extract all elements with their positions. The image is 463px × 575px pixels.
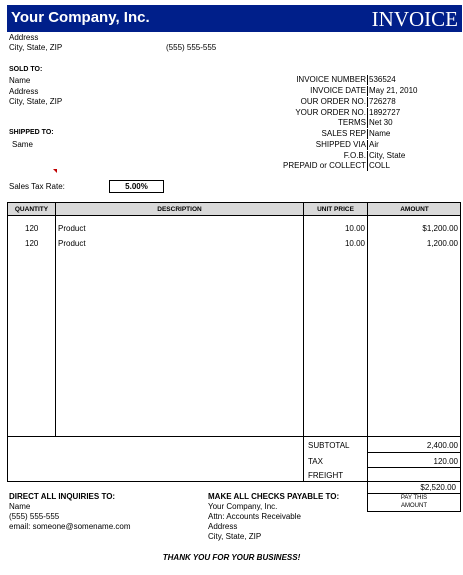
table-header — [8, 203, 460, 216]
invoice-date-value: May 21, 2010 — [369, 86, 418, 95]
checks-company: Your Company, Inc. — [208, 502, 278, 511]
pay-this-label: PAY THIS — [400, 495, 428, 501]
inquiries-name: Name — [9, 502, 31, 511]
divider — [367, 75, 368, 85]
subtotal-label: SUBTOTAL — [308, 441, 350, 450]
invoice-number-label: INVOICE NUMBER — [296, 75, 366, 84]
header-bar — [7, 5, 462, 32]
divider — [367, 97, 368, 107]
freight-label: FREIGHT — [308, 471, 344, 480]
subtotal-underline — [368, 452, 460, 453]
company-name: Your Company, Inc. — [11, 9, 150, 26]
divider — [367, 118, 368, 128]
column-header-amount: AMOUNT — [400, 206, 429, 213]
divider — [367, 86, 368, 96]
column-header-description: DESCRIPTION — [157, 206, 202, 213]
row-amount: 1,200.00 — [426, 239, 458, 248]
fob-label: F.O.B. — [343, 151, 366, 160]
row-quantity: 120 — [25, 224, 39, 233]
invoice-number-value: 536524 — [369, 75, 396, 84]
table-body-bottom — [8, 436, 460, 437]
pay-this-amount-box — [367, 482, 461, 512]
company-address: Address — [9, 33, 39, 42]
divider — [367, 129, 368, 139]
shipped-to-value: Same — [12, 140, 33, 149]
divider — [367, 161, 368, 171]
checks-city: City, State, ZIP — [208, 532, 262, 541]
shipped-to-label: SHIPPED TO: — [9, 129, 54, 136]
row-unit-price: 10.00 — [344, 239, 365, 248]
fob-value: City, State — [369, 151, 406, 160]
sales-rep-value: Name — [369, 129, 391, 138]
row-amount: $1,200.00 — [422, 224, 458, 233]
sales-tax-rate[interactable]: 5.00% — [109, 180, 164, 193]
shipped-via-value: Air — [369, 140, 379, 149]
prepaid-collect-label: PREPAID or COLLECT — [283, 161, 366, 170]
inquiries-email: email: someone@somename.com — [9, 522, 131, 531]
shipped-via-label: SHIPPED VIA — [315, 140, 366, 149]
divider — [367, 140, 368, 150]
checks-attn: Attn: Accounts Receivable — [208, 512, 301, 521]
sales-tax-label: Sales Tax Rate: — [9, 182, 65, 191]
column-header-unit-price: UNIT PRICE — [317, 206, 354, 213]
column-divider — [55, 203, 56, 436]
your-order-value: 1892727 — [369, 108, 401, 117]
our-order-label: OUR ORDER NO. — [300, 97, 366, 106]
invoice-date-label: INVOICE DATE — [310, 86, 366, 95]
prepaid-collect-value: COLL — [369, 161, 390, 170]
amount-label: AMOUNT — [401, 503, 427, 509]
checks-address: Address — [208, 522, 238, 531]
row-unit-price: 10.00 — [344, 224, 365, 233]
sold-to-name: Name — [9, 76, 31, 85]
divider — [367, 108, 368, 118]
column-header-quantity: QUANTITY — [14, 206, 49, 213]
sales-rep-label: SALES REP — [321, 129, 366, 138]
items-table — [7, 202, 461, 482]
sold-to-label: SOLD TO: — [9, 66, 43, 73]
row-description: Product — [58, 239, 86, 248]
divider — [367, 151, 368, 161]
thank-you-message: THANK YOU FOR YOUR BUSINESS! — [162, 553, 301, 562]
inquiries-label: DIRECT ALL INQUIRIES TO: — [9, 492, 116, 501]
subtotal-value: 2,400.00 — [426, 441, 458, 450]
our-order-value: 726278 — [369, 97, 396, 106]
tax-value: 120.00 — [433, 457, 458, 466]
company-city: City, State, ZIP — [9, 43, 63, 52]
company-phone: (555) 555-555 — [166, 43, 217, 52]
tax-label: TAX — [308, 457, 323, 466]
sold-to-city: City, State, ZIP — [9, 97, 63, 106]
comment-marker-icon — [53, 169, 57, 173]
row-description: Product — [58, 224, 86, 233]
tax-underline — [368, 467, 460, 468]
total-underline — [368, 493, 460, 494]
inquiries-phone: (555) 555-555 — [9, 512, 60, 521]
checks-payable-label: MAKE ALL CHECKS PAYABLE TO: — [208, 492, 340, 501]
sold-to-address: Address — [9, 87, 39, 96]
terms-label: TERMS — [338, 118, 366, 127]
total-value: $2,520.00 — [420, 483, 456, 492]
row-quantity: 120 — [25, 239, 39, 248]
your-order-label: YOUR ORDER NO. — [295, 108, 366, 117]
invoice-title: INVOICE — [371, 7, 458, 31]
terms-value: Net 30 — [369, 118, 393, 127]
